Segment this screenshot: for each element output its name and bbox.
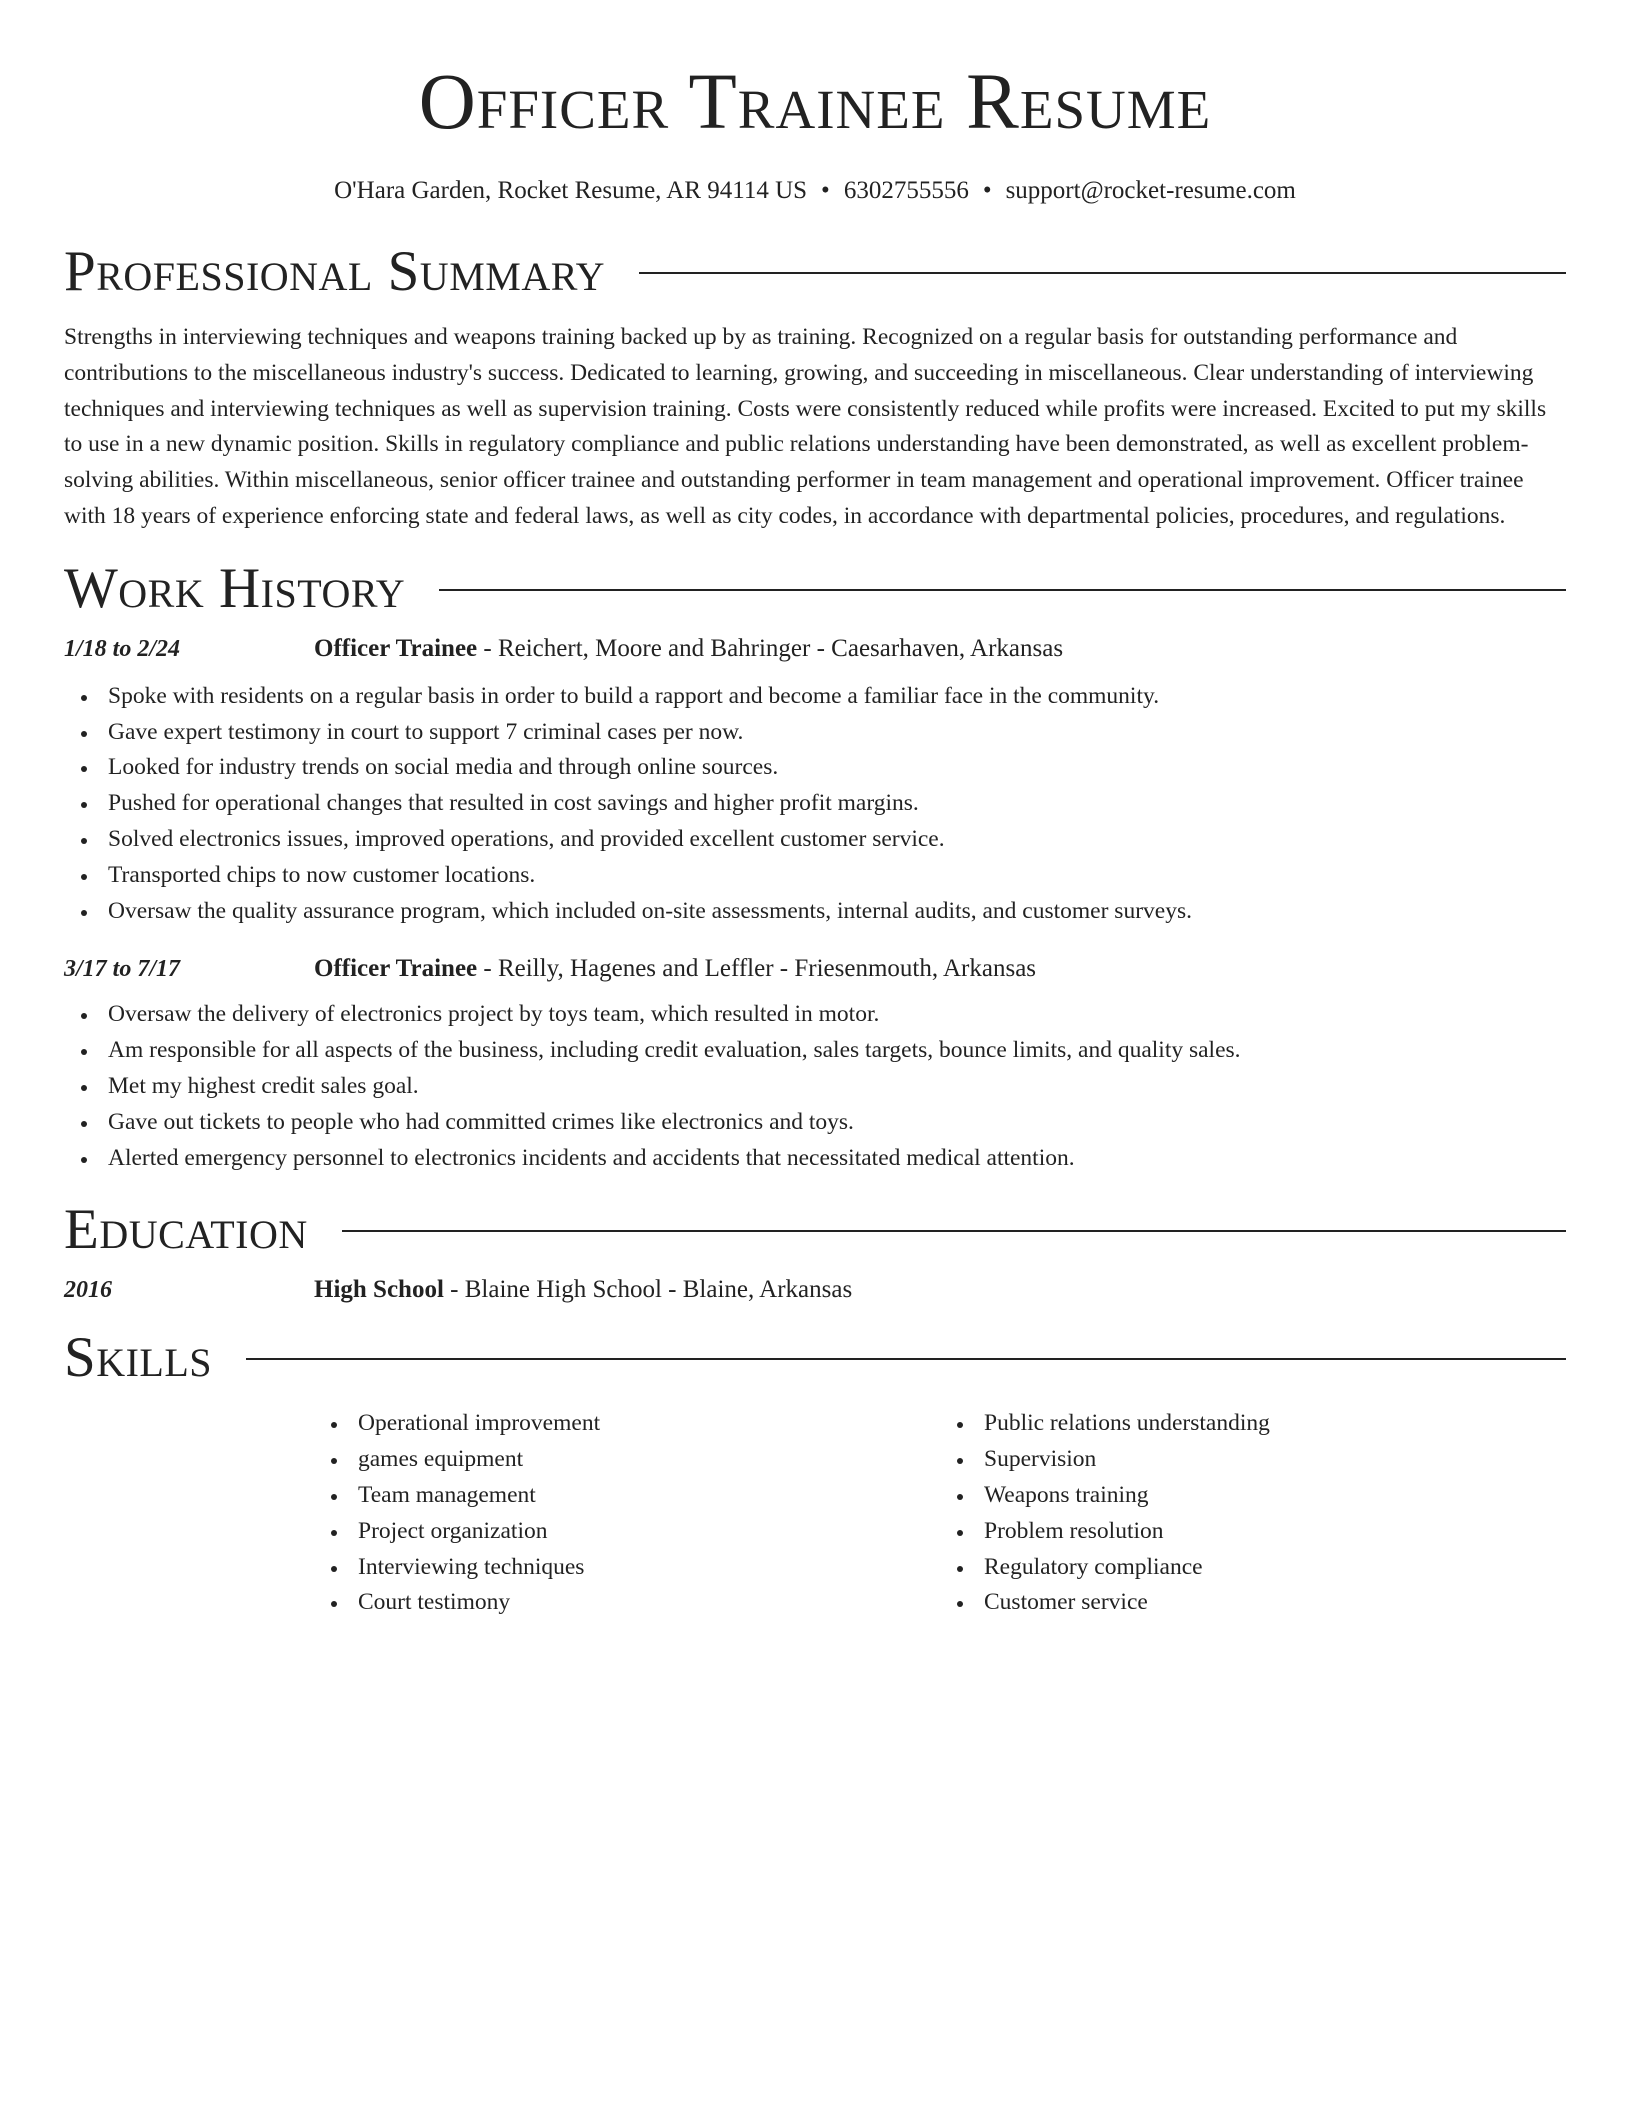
list-item: Met my highest credit sales goal.	[108, 1069, 1566, 1105]
skill-item: Problem resolution	[984, 1514, 1566, 1550]
list-item: Pushed for operational changes that resulted in cost savings and higher profit margins.	[108, 786, 1566, 822]
skill-item: Customer service	[984, 1585, 1566, 1621]
skills-list	[314, 1406, 1566, 1621]
education-entry	[64, 1276, 1566, 1304]
job-details: - Reichert, Moore and Bahringer - Caesarhaven, Arkansas	[477, 634, 1064, 662]
education-section-header	[64, 1198, 1566, 1262]
skills-column-left	[314, 1406, 940, 1621]
list-item: Transported chips to now customer locations.	[108, 858, 1566, 894]
contact-separator: •	[982, 177, 992, 204]
contact-email: support@rocket-resume.com	[1005, 177, 1296, 204]
skills-section-header	[64, 1326, 1566, 1390]
list-item: Gave expert testimony in court to support 7 criminal cases per now.	[108, 715, 1566, 751]
skill-item: Court testimony	[358, 1585, 940, 1621]
list-item: Oversaw the delivery of electronics project by toys team, which resulted in motor.	[108, 997, 1566, 1033]
skill-item: Interviewing techniques	[358, 1550, 940, 1586]
page-title: Officer Trainee Resume	[418, 59, 1212, 146]
list-item: Spoke with residents on a regular basis in order to build a rapport and become a familiar face in the community.	[108, 679, 1566, 715]
work-heading: Work History	[64, 556, 406, 620]
list-item: Solved electronics issues, improved operations, and provided excellent customer service.	[108, 822, 1566, 858]
skill-item: games equipment	[358, 1442, 940, 1478]
contact-line	[64, 176, 1566, 206]
job-title: Officer Trainee	[314, 955, 478, 983]
work-section-header	[64, 557, 1566, 621]
skill-item: Project organization	[358, 1514, 940, 1550]
education-line	[314, 1276, 852, 1304]
job-bullets	[64, 679, 1566, 930]
list-item: Gave out tickets to people who had committed crimes like electronics and toys.	[108, 1105, 1566, 1141]
skill-item: Weapons training	[984, 1478, 1566, 1514]
job-title-line	[314, 955, 1036, 983]
summary-section-header	[64, 240, 1566, 304]
contact-address: O'Hara Garden, Rocket Resume, AR 94114 US	[334, 177, 808, 204]
job-details: - Reilly, Hagenes and Leffler - Friesenmouth, Arkansas	[477, 955, 1037, 983]
contact-separator: •	[821, 177, 830, 204]
skill-item: Supervision	[984, 1442, 1566, 1478]
skill-item: Public relations understanding	[984, 1406, 1566, 1442]
job-dates: 3/17 to 7/17	[64, 956, 181, 983]
list-item: Oversaw the quality assurance program, which included on-site assessments, internal audits, and customer surveys.	[108, 894, 1566, 930]
summary-text: Strengths in interviewing techniques and weapons training backed up by as training. Recognized on a regular basis for outstanding performance and contributions to the miscellaneous industry's success. Dedicated to learning, growing, and succeeding in miscellaneous. Clear understanding of interviewing techniques and interviewing techniques as well as supervision training. Costs were consistently reduced while profits were increased. Excited to put my skills to use in a new dynamic position. Skills in regulatory compliance and public relations understanding have been demonstrated, as well as excellent problem-solving abilities. Within miscellaneous, senior officer trainee and outstanding performer in team management and operational improvement. Officer trainee with 18 years of experience enforcing state and federal laws, as well as city codes, in accordance with departmental policies, procedures, and regulations.	[64, 324, 1547, 529]
job-entry	[64, 635, 1566, 930]
list-item: Looked for industry trends on social media and through online sources.	[108, 750, 1566, 786]
job-header	[64, 955, 1566, 983]
section-divider	[439, 589, 1566, 591]
summary-heading: Professional Summary	[64, 240, 606, 303]
list-item: Alerted emergency personnel to electronics incidents and accidents that necessitated medical attention.	[108, 1141, 1566, 1177]
contact-phone: 6302755556	[843, 177, 969, 204]
skill-item: Regulatory compliance	[984, 1550, 1566, 1586]
skill-item: Team management	[358, 1478, 940, 1514]
skill-item: Operational improvement	[358, 1406, 940, 1442]
education-dates: 2016	[64, 1277, 112, 1304]
skills-column-right	[940, 1406, 1566, 1621]
section-divider	[639, 272, 1566, 274]
education-degree: High School	[314, 1276, 444, 1304]
list-item: Am responsible for all aspects of the business, including credit evaluation, sales targets, bounce limits, and quality sales.	[108, 1033, 1566, 1069]
job-dates: 1/18 to 2/24	[64, 635, 181, 662]
skills-heading: Skills	[64, 1326, 213, 1390]
job-header	[64, 635, 1566, 663]
job-title: Officer Trainee	[314, 634, 478, 662]
section-divider	[342, 1230, 1566, 1232]
job-title-line	[314, 635, 1063, 663]
section-divider	[246, 1358, 1566, 1360]
education-heading: Education	[64, 1198, 308, 1262]
job-entry	[64, 955, 1566, 1176]
job-bullets	[64, 997, 1566, 1176]
education-details: - Blaine High School - Blaine, Arkansas	[443, 1276, 853, 1304]
